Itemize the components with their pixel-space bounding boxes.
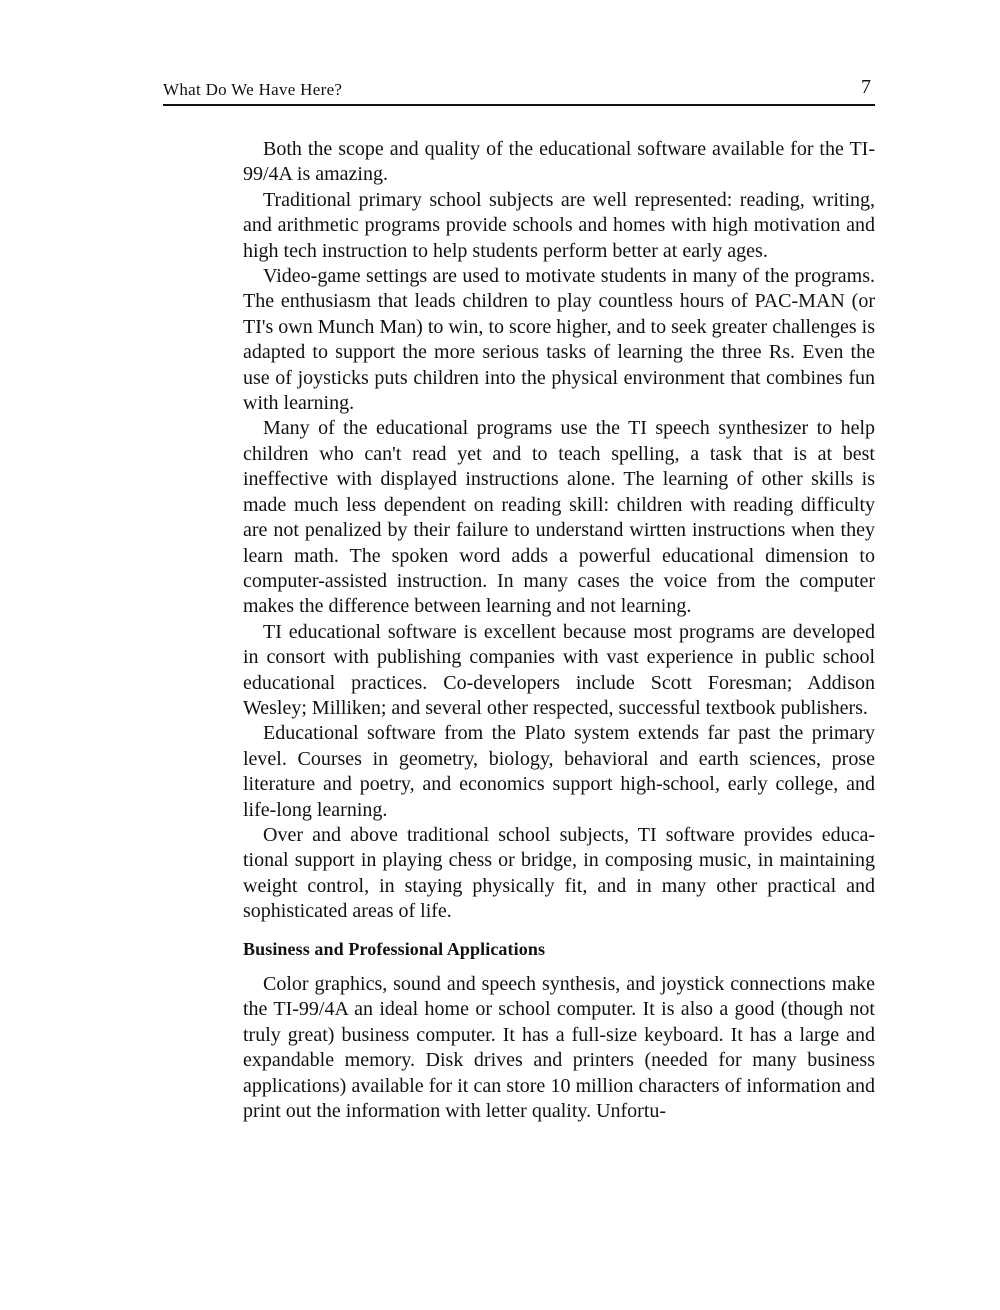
paragraph: Video-game settings are used to motivate students in many of the programs. The enthusiasm that leads children to play countless hours of PAC-MAN (or TI's own Munch Man) to win, to score higher, and to seek greater challenges is adapted to support the more serious tasks of learning the three Rs. Even the use of joysticks puts children into the physical environment that combines fun with learning. [243, 265, 875, 415]
paragraph: Many of the educational programs use the TI speech synthesizer to help children who can't read yet and to teach spelling, a task that is at best ineffective with displayed instructions alone. The learning of other skills is made much less dependent on reading skill: children with reading difficulty are not penalized by their failure to understand wirtten instructions when they learn math. The spoken word adds a powerful educational dimension to computer-assisted instruction. In many cases the voice from the computer makes the difference between learning and not learning. [243, 417, 875, 618]
running-title: What Do We Have Here? [163, 80, 343, 99]
section-heading: Business and Professional Applications [243, 938, 546, 959]
paragraph: Both the scope and quality of the educational software available for the TI-99/4A is amazing. [243, 138, 875, 186]
body-text [243, 137, 875, 1124]
page-number: 7 [861, 76, 871, 98]
paragraph: Over and above traditional school subjects, TI software provides educational support in playing chess or bridge, in composing music, in maintaining weight control, in staying physically fit, and in many other practical and sophisticated areas of life. [243, 823, 875, 923]
paragraph: TI educational software is excellent because most programs are developed in consort with publishing companies with vast experience in public school educational practices. Co-developers include Scott Foresman; Addison Wesley; Milliken; and several other respected, successful textbook publishers. [243, 620, 875, 719]
paragraph: Traditional primary school subjects are well represented: reading, writing, and arithmetic programs provide schools and homes with high motivation and high tech instruction to help students perform better at early ages. [243, 188, 875, 262]
paragraph: Color graphics, sound and speech synthesis, and joystick connections make the TI-99/4A an ideal home or school computer. It is also a good (though not truly great) business computer. It has a full-size keyboard. It has a large and expandable memory. Disk drives and printers (needed for many business applications) available for it can store 10 million characters of information and print out the information with letter quality. Unfortu- [243, 973, 875, 1123]
running-header [163, 78, 875, 106]
paragraph: Educational software from the Plato system extends far past the primary level. Courses in geometry, biology, behavioral and earth sciences, prose literature and poetry, and economics support high-school, early college, and life-long learning. [243, 722, 875, 821]
